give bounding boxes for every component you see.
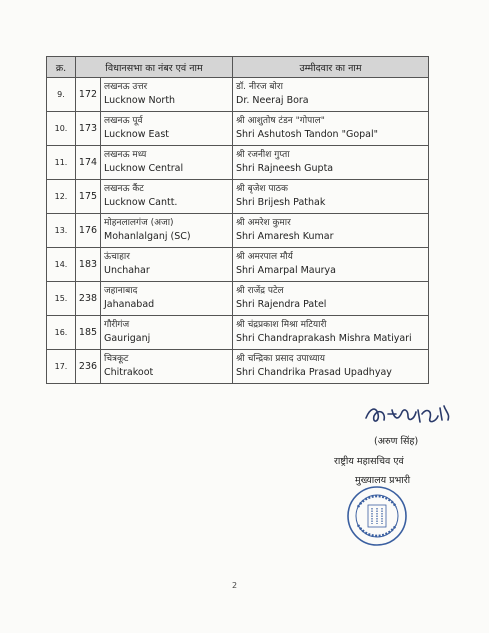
- constituency-number-cell: 183: [76, 248, 101, 282]
- candidate-name-hindi: डॉ. नीरज बोरा: [236, 82, 283, 92]
- constituency-number-cell: 175: [76, 180, 101, 214]
- page-number: 2: [232, 581, 238, 590]
- candidate-name-hindi: श्री अमरेश कुमार: [236, 218, 291, 228]
- candidate-name-cell: [233, 78, 429, 112]
- constituency-name-hindi: जहानाबाद: [104, 286, 138, 296]
- serial-cell: 11.: [47, 146, 76, 180]
- candidate-name-hindi: श्री चन्द्रिका प्रसाद उपाध्याय: [236, 354, 325, 364]
- constituency-name-hindi: लखनऊ उत्तर: [104, 82, 148, 92]
- serial-cell: 17.: [47, 350, 76, 384]
- candidate-name-cell: [233, 350, 429, 384]
- serial-cell: 15.: [47, 282, 76, 316]
- candidate-name-cell: [233, 214, 429, 248]
- table-body: [47, 78, 429, 384]
- candidate-name-cell: [233, 248, 429, 282]
- constituency-name-cell: [101, 282, 233, 316]
- candidate-name-english: Shri Ashutosh Tandon "Gopal": [236, 129, 378, 140]
- constituency-name-english: Lucknow North: [104, 95, 176, 106]
- constituency-name-english: Chitrakoot: [104, 367, 154, 378]
- table-row: [47, 112, 429, 146]
- signatory-title-line1: राष्ट्रीय महासचिव एवं: [334, 456, 404, 467]
- constituency-name-english: Lucknow Cantt.: [104, 197, 178, 208]
- candidate-name-hindi: श्री राजेंद्र पटेल: [236, 286, 284, 296]
- candidate-name-hindi: श्री बृजेश पाठक: [236, 184, 288, 194]
- constituency-name-cell: [101, 214, 233, 248]
- candidate-name-hindi: श्री चंद्रप्रकाश मिश्रा मटियारी: [236, 320, 327, 330]
- candidate-name-english: Shri Amaresh Kumar: [236, 231, 334, 242]
- table-row: [47, 146, 429, 180]
- serial-cell: 16.: [47, 316, 76, 350]
- constituency-name-english: Jahanabad: [104, 299, 155, 310]
- table-row: [47, 282, 429, 316]
- constituency-number-cell: 185: [76, 316, 101, 350]
- candidate-name-hindi: श्री आशुतोष टंडन "गोपाल": [236, 116, 325, 126]
- candidate-name-cell: [233, 146, 429, 180]
- signatory-title-line2: मुख्यालय प्रभारी: [355, 475, 411, 486]
- constituency-name-hindi: गौरीगंज: [104, 320, 130, 330]
- serial-cell: 12.: [47, 180, 76, 214]
- constituency-name-english: Unchahar: [104, 265, 150, 276]
- candidate-table: [46, 56, 429, 384]
- constituency-name-cell: [101, 316, 233, 350]
- constituency-name-hindi: मोहनलालगंज (अजा): [104, 218, 174, 228]
- constituency-name-cell: [101, 78, 233, 112]
- constituency-number-cell: 173: [76, 112, 101, 146]
- serial-cell: 10.: [47, 112, 76, 146]
- constituency-name-english: Mohanlalganj (SC): [104, 231, 191, 242]
- constituency-name-cell: [101, 248, 233, 282]
- serial-cell: 9.: [47, 78, 76, 112]
- candidate-name-hindi: श्री अमरपाल मौर्य: [236, 252, 293, 262]
- header-candidate: उम्मीदवार का नाम: [233, 57, 429, 78]
- candidate-name-cell: [233, 316, 429, 350]
- constituency-name-hindi: ऊंचाहार: [104, 252, 130, 262]
- candidate-name-cell: [233, 282, 429, 316]
- candidate-name-cell: [233, 112, 429, 146]
- constituency-number-cell: 174: [76, 146, 101, 180]
- candidate-name-english: Shri Rajneesh Gupta: [236, 163, 334, 174]
- constituency-number-cell: 176: [76, 214, 101, 248]
- constituency-name-cell: [101, 112, 233, 146]
- header-serial: क्र.: [47, 57, 76, 78]
- table-row: [47, 180, 429, 214]
- constituency-name-cell: [101, 350, 233, 384]
- candidate-name-cell: [233, 180, 429, 214]
- table-header-row: [47, 57, 429, 78]
- constituency-name-hindi: लखनऊ कैंट: [104, 184, 144, 194]
- candidate-name-english: Shri Amarpal Maurya: [236, 265, 336, 276]
- constituency-number-cell: 172: [76, 78, 101, 112]
- serial-cell: 14.: [47, 248, 76, 282]
- constituency-name-english: Lucknow Central: [104, 163, 184, 174]
- serial-cell: 13.: [47, 214, 76, 248]
- constituency-name-cell: [101, 180, 233, 214]
- table-row: [47, 248, 429, 282]
- constituency-number-cell: 236: [76, 350, 101, 384]
- candidate-name-english: Shri Chandrika Prasad Upadhyay: [236, 367, 392, 378]
- signature-mark: [362, 400, 452, 430]
- office-seal-stamp: [346, 485, 408, 547]
- signatory-name: (अरुण सिंह): [374, 436, 419, 447]
- constituency-name-hindi: लखनऊ मध्य: [104, 150, 147, 160]
- candidate-name-hindi: श्री रजनीश गुप्ता: [236, 150, 290, 160]
- constituency-name-english: Gauriganj: [104, 333, 151, 344]
- constituency-name-hindi: लखनऊ पूर्व: [104, 116, 143, 126]
- constituency-name-cell: [101, 146, 233, 180]
- table-row: [47, 350, 429, 384]
- header-assembly: विधानसभा का नंबर एवं नाम: [76, 57, 233, 78]
- candidate-name-english: Shri Chandraprakash Mishra Matiyari: [236, 333, 412, 344]
- candidate-name-english: Dr. Neeraj Bora: [236, 95, 309, 106]
- table-row: [47, 78, 429, 112]
- table-row: [47, 316, 429, 350]
- candidate-name-english: Shri Rajendra Patel: [236, 299, 327, 310]
- candidate-name-english: Shri Brijesh Pathak: [236, 197, 326, 208]
- constituency-name-english: Lucknow East: [104, 129, 169, 140]
- table-row: [47, 214, 429, 248]
- constituency-number-cell: 238: [76, 282, 101, 316]
- constituency-name-hindi: चित्रकूट: [104, 354, 129, 364]
